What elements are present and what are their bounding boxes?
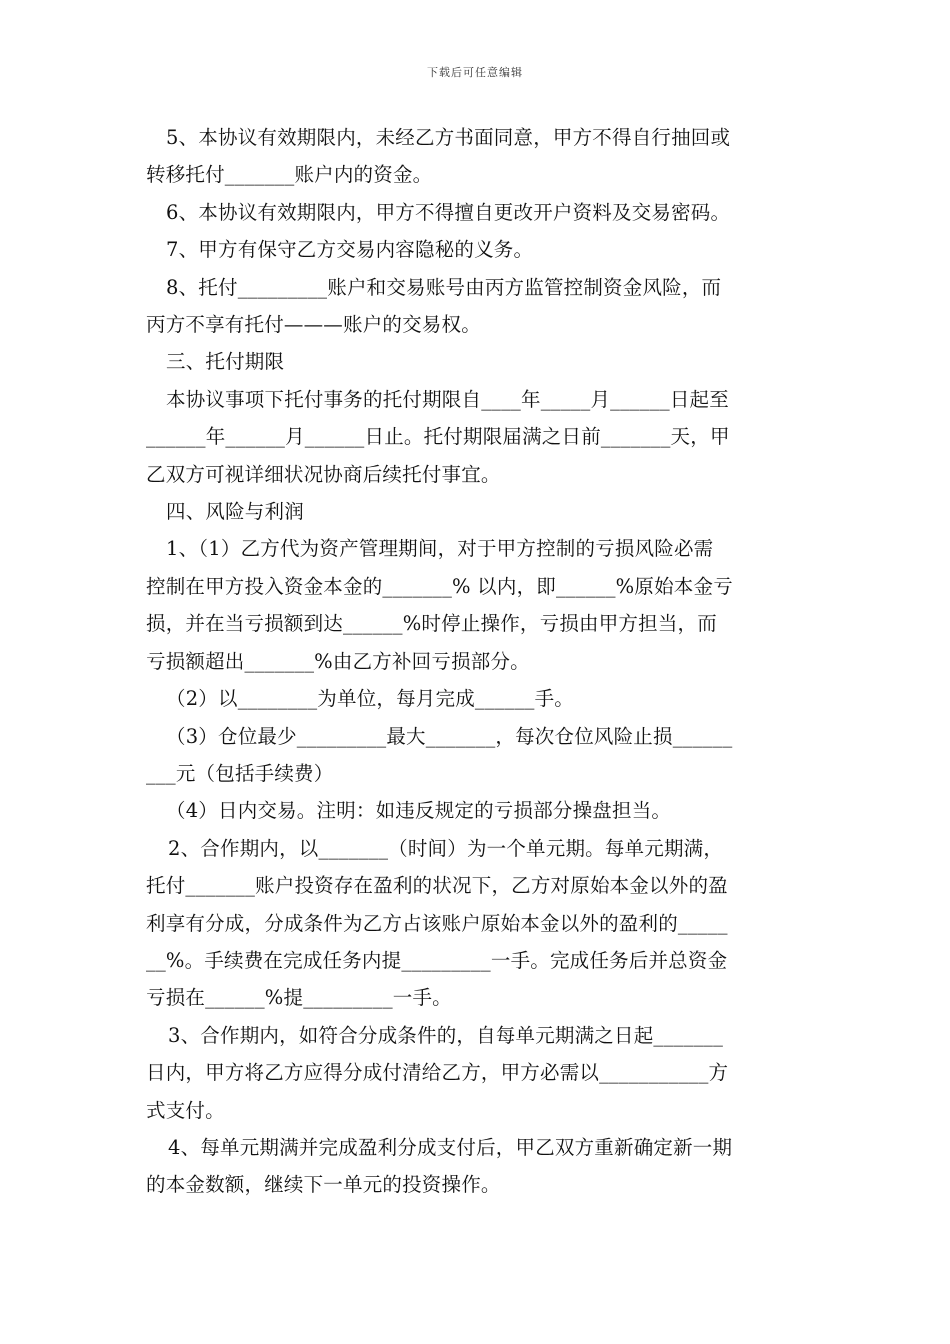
document-line: 亏损在______%提_________一手。	[146, 986, 452, 1010]
document-line: __%。手续费在完成任务内提_________一手。完成任务后并总资金	[146, 948, 728, 972]
document-line: 本协议事项下托付事务的托付期限自____年_____月______日起至	[166, 387, 729, 411]
document-line: 三、托付期限	[166, 350, 285, 374]
document-line: ___元（包括手续费）	[146, 761, 334, 785]
document-line: 8、托付_________账户和交易账号由丙方监管控制资金风险，而	[166, 275, 722, 299]
document-line: （3）仓位最少_________最大_______，每次仓位风险止损______	[166, 724, 733, 748]
document-line: 1、（1）乙方代为资产管理期间，对于甲方控制的亏损风险必需	[166, 537, 714, 561]
document-line: 式支付。	[146, 1098, 225, 1122]
document-line: 损，并在当亏损额到达______%时停止操作，亏损由甲方担当，而	[146, 612, 717, 636]
document-line: （4）日内交易。注明：如违反规定的亏损部分操盘担当。	[166, 799, 672, 823]
document-line: 控制在甲方投入资金本金的_______% 以内，即______%原始本金亏	[146, 574, 733, 598]
document-body	[146, 119, 810, 1204]
page-header: 下载后可任意编辑	[427, 66, 523, 79]
document-line: 乙双方可视详细状况协商后续托付事宜。	[146, 462, 501, 486]
document-line: 托付_______账户投资存在盈利的状况下，乙方对原始本金以外的盈	[146, 874, 728, 898]
document-line: 5、本协议有效期限内，未经乙方书面同意，甲方不得自行抽回或	[166, 126, 731, 149]
document-line: 丙方不享有托付———账户的交易权。	[146, 313, 481, 337]
document-line: 亏损额超出_______%由乙方补回亏损部分。	[146, 649, 530, 673]
document-line: 四、风险与利润	[166, 500, 304, 524]
document-line: 7、甲方有保守乙方交易内容隐秘的义务。	[166, 238, 534, 262]
document-line: 日内，甲方将乙方应得分成付清给乙方，甲方必需以___________方	[146, 1061, 729, 1085]
document-line: ______年______月______日止。托付期限届满之日前_______天，甲	[146, 425, 730, 449]
document-line: 利享有分成，分成条件为乙方占该账户原始本金以外的盈利的_____	[146, 911, 728, 935]
document-line: 4、每单元期满并完成盈利分成支付后，甲乙双方重新确定新一期	[168, 1135, 733, 1159]
document-line: 转移托付_______账户内的资金。	[146, 163, 433, 187]
document-line: 的本金数额，继续下一单元的投资操作。	[146, 1173, 501, 1197]
document-line: （2）以________为单位，每月完成______手。	[166, 687, 575, 711]
document-line: 6、本协议有效期限内，甲方不得擅自更改开户资料及交易密码。	[166, 200, 731, 224]
document-line: 3、合作期内，如符合分成条件的，自每单元期满之日起_______	[168, 1023, 724, 1047]
document-line: 2、合作期内，以_______（时间）为一个单元期。每单元期满，	[168, 836, 724, 860]
